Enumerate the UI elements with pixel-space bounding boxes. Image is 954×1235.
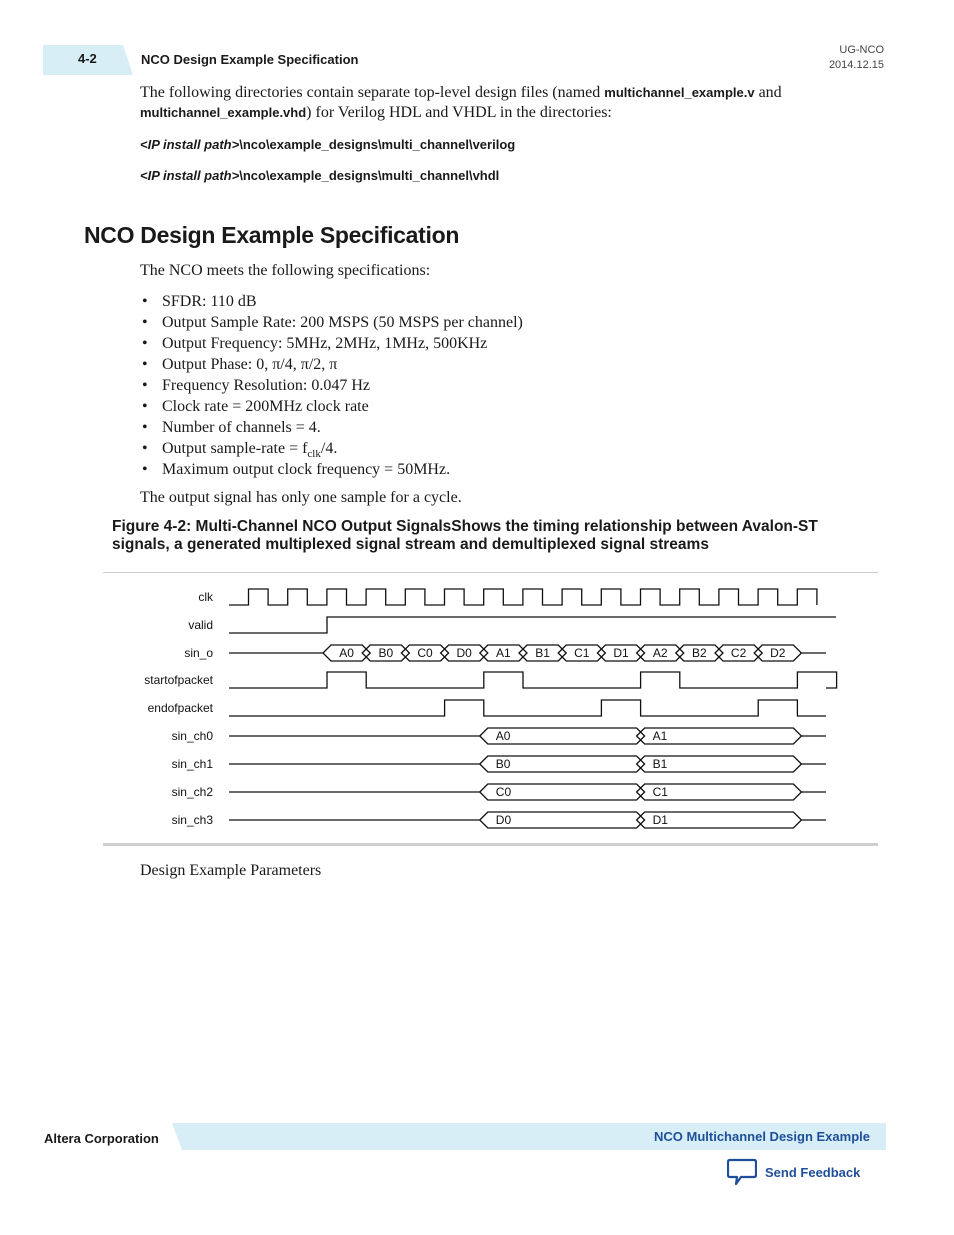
closing-text: The output signal has only one sample for a cycle.	[140, 489, 462, 506]
spec-item: • Frequency Resolution: 0.047 Hz	[140, 375, 523, 396]
spec-item: • Output Phase: 0, π/4, π/2, π	[140, 354, 523, 375]
valid-waveform	[229, 617, 836, 633]
figure-bottom-rule	[103, 843, 878, 846]
spec-item: • Clock rate = 200MHz clock rate	[140, 396, 523, 417]
sin-o-value: C1	[574, 646, 590, 660]
file-vhdl: multichannel_example.vhd	[140, 105, 307, 120]
signal-label-sin-ch2: sin_ch2	[171, 785, 213, 799]
sin-o-value: C0	[417, 646, 433, 660]
spec-sample-rate-post: /4.	[320, 440, 338, 457]
clk-waveform	[229, 589, 817, 605]
intro-text-1: The following directories contain separate top-level design files (named	[140, 84, 605, 101]
sin-o-value: A0	[339, 646, 354, 660]
sin-o-value: D1	[613, 646, 629, 660]
startofpacket-waveform	[229, 672, 837, 688]
path-prefix: <IP install path>	[140, 137, 240, 152]
sin-o-value: C2	[730, 646, 747, 660]
section-number: 4-2	[78, 51, 97, 66]
send-feedback-label: Send Feedback	[765, 1164, 861, 1180]
sin-ch2-value: C0	[495, 785, 512, 799]
footer-chapter-link[interactable]: NCO Multichannel Design Example	[654, 1129, 870, 1144]
spec-sample-rate-pre: Output sample-rate = f	[162, 440, 308, 457]
path-verilog-suffix: \nco\example_designs\multi_channel\verilog	[239, 137, 516, 152]
spec-item: • Number of channels = 4.	[140, 417, 523, 438]
sin-ch2-value: C1	[652, 785, 668, 799]
sin-ch3-value: D0	[495, 813, 512, 827]
signal-label-valid: valid	[188, 618, 213, 632]
doc-date: 2014.12.15	[828, 59, 884, 71]
send-feedback-button[interactable]	[727, 1158, 860, 1186]
sin-ch1-value: B1	[652, 757, 668, 771]
spec-item: • SFDR: 110 dB	[140, 291, 523, 312]
sin-o-value: D2	[770, 646, 786, 660]
sin-o-value: B2	[692, 646, 707, 660]
sin-o-value: A1	[496, 646, 511, 660]
path-prefix: <IP install path>	[140, 168, 240, 183]
path-vhdl-suffix: \nco\example_designs\multi_channel\vhdl	[239, 168, 500, 183]
spec-item: • Output Sample Rate: 200 MSPS (50 MSPS per channel)	[140, 312, 523, 333]
speech-bubble-icon	[727, 1158, 757, 1186]
sin-o-value: B0	[378, 646, 394, 660]
signal-label-clk: clk	[198, 590, 213, 604]
spec-item: • Maximum output clock frequency = 50MHz.	[140, 459, 523, 480]
signal-label-sin-ch3: sin_ch3	[171, 813, 213, 827]
section-heading: NCO Design Example Specification	[84, 222, 460, 248]
sin-o-value: A2	[652, 646, 668, 660]
intro-text-2: and	[754, 84, 782, 101]
signal-label-sin-ch1: sin_ch1	[171, 757, 213, 771]
signal-label-sin-o: sin_o	[184, 646, 213, 660]
footer-company: Altera Corporation	[44, 1131, 159, 1146]
signal-label-sin-ch0: sin_ch0	[171, 729, 213, 743]
endofpacket-waveform	[229, 700, 826, 716]
sin-ch3-value: D1	[652, 813, 668, 827]
doc-id: UG-NCO	[839, 44, 884, 56]
sin-ch1-value: B0	[495, 757, 511, 771]
spec-item: • Output Frequency: 5MHz, 2MHz, 1MHz, 500KHz	[140, 333, 523, 354]
sin-o-value: D0	[456, 646, 472, 660]
after-figure-text: Design Example Parameters	[140, 862, 322, 879]
section-lead: The NCO meets the following specifications:	[140, 262, 431, 279]
sin-ch0-value: A0	[495, 729, 511, 743]
sin-o-value: B1	[535, 646, 550, 660]
figure-caption: Figure 4-2: Multi-Channel NCO Output SignalsShows the timing relationship between Avalon-ST signals, a generated multiplexed signal stream and demultiplexed signal streams	[112, 518, 818, 553]
intro-text-3: ) for Verilog HDL and VHDL in the directories:	[306, 104, 612, 121]
spec-sample-rate-sub: clk	[307, 448, 321, 461]
signal-label-startofpacket: startofpacket	[144, 673, 213, 687]
sin-ch0-value: A1	[652, 729, 668, 743]
header-section-title: NCO Design Example Specification	[141, 52, 359, 67]
file-verilog: multichannel_example.v	[604, 85, 755, 100]
signal-label-endofpacket: endofpacket	[147, 701, 213, 715]
